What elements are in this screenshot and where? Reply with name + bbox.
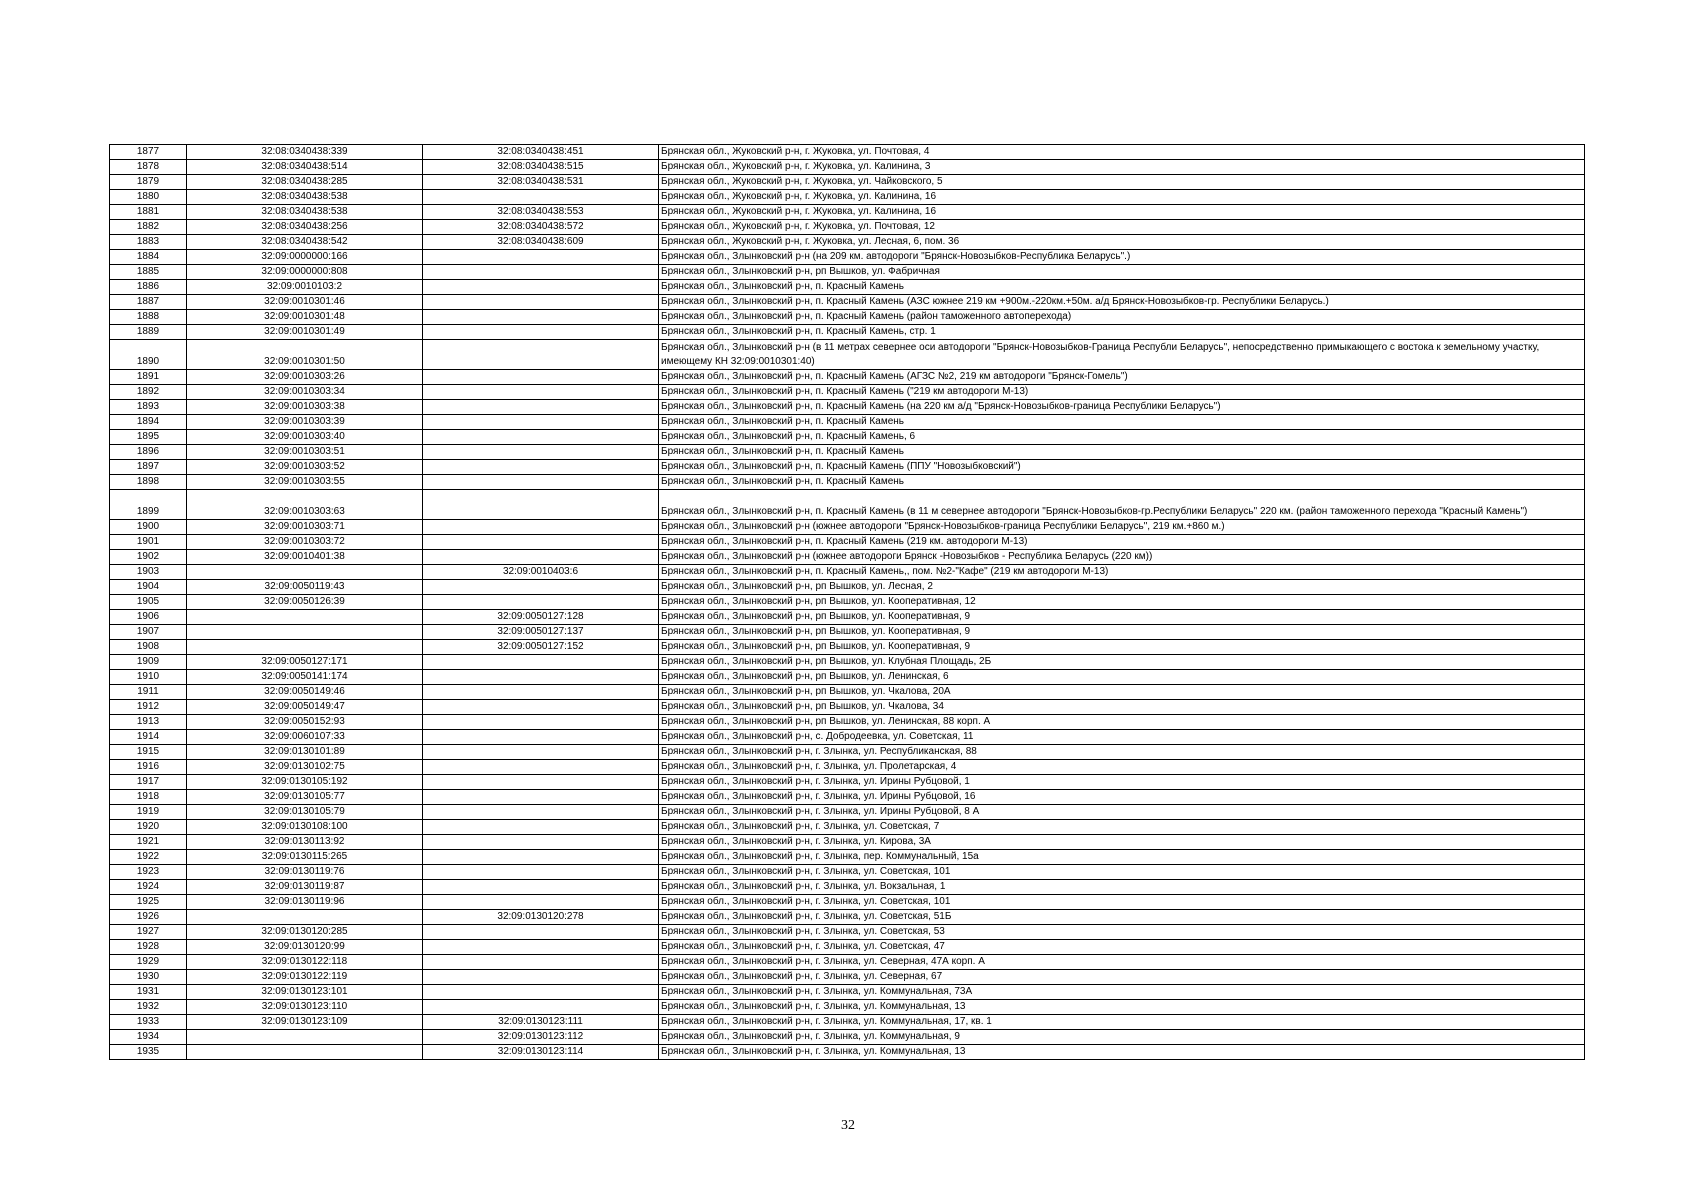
related-cadastral-number-cell: 32:09:0130123:112 [423,1030,659,1045]
table-row [110,685,1585,700]
table-row [110,520,1585,535]
table-row [110,205,1585,220]
row-number-cell: 1920 [110,820,187,835]
table-row [110,805,1585,820]
table-row [110,265,1585,280]
table-row [110,625,1585,640]
address-cell: Брянская обл., Злынковский р-н, г. Злынка, пер. Коммунальный, 15а [659,850,1585,865]
related-cadastral-number-cell [423,760,659,775]
cadastral-number-cell: 32:09:0050149:47 [187,700,423,715]
address-cell: Брянская обл., Злынковский р-н, г. Злынка, ул. Ирины Рубцовой, 8 А [659,805,1585,820]
table-row [110,745,1585,760]
cadastral-number-cell: 32:09:0010301:49 [187,325,423,340]
row-number-cell: 1912 [110,700,187,715]
cadastral-number-cell: 32:09:0050127:171 [187,655,423,670]
related-cadastral-number-cell [423,520,659,535]
cadastral-number-cell: 32:09:0010303:39 [187,415,423,430]
address-cell: Брянская обл., Злынковский р-н, п. Красный Камень, стр. 1 [659,325,1585,340]
address-cell: Брянская обл., Жуковский р-н, г. Жуковка, ул. Лесная, 6, пом. 36 [659,235,1585,250]
related-cadastral-number-cell: 32:09:0130123:114 [423,1045,659,1060]
address-cell: Брянская обл., Злынковский р-н, г. Злынка, ул. Ирины Рубцовой, 16 [659,790,1585,805]
address-cell: Брянская обл., Злынковский р-н, п. Красный Камень (219 км. автодороги М-13) [659,535,1585,550]
table-row [110,910,1585,925]
related-cadastral-number-cell [423,715,659,730]
table-row [110,820,1585,835]
row-number-cell: 1906 [110,610,187,625]
cadastral-number-cell: 32:09:0060107:33 [187,730,423,745]
address-cell: Брянская обл., Злынковский р-н, рп Вышков, ул. Ленинская, 88 корп. А [659,715,1585,730]
table-row [110,220,1585,235]
related-cadastral-number-cell: 32:09:0130120:278 [423,910,659,925]
row-number-cell: 1898 [110,475,187,490]
related-cadastral-number-cell [423,940,659,955]
row-number-cell: 1896 [110,445,187,460]
row-number-cell: 1883 [110,235,187,250]
related-cadastral-number-cell: 32:08:0340438:515 [423,160,659,175]
related-cadastral-number-cell [423,985,659,1000]
address-cell: Брянская обл., Злынковский р-н, г. Злынка, ул. Коммунальная, 17, кв. 1 [659,1015,1585,1030]
row-number-cell: 1922 [110,850,187,865]
row-number-cell: 1934 [110,1030,187,1045]
cadastral-number-cell: 32:09:0130115:265 [187,850,423,865]
address-cell: Брянская обл., Злынковский р-н, г. Злынка, ул. Республиканская, 88 [659,745,1585,760]
address-cell: Брянская обл., Злынковский р-н, рп Вышков, ул. Кооперативная, 9 [659,640,1585,655]
address-cell: Брянская обл., Злынковский р-н, п. Красный Камень [659,445,1585,460]
cadastral-number-cell: 32:09:0130123:110 [187,1000,423,1015]
row-number-cell: 1887 [110,295,187,310]
address-cell: Брянская обл., Злынковский р-н, п. Красный Камень (АЗС южнее 219 км +900м.-220км.+50м. а/д Брянск-Новозыбков-гр. Республики Беларусь.) [659,295,1585,310]
address-cell: Брянская обл., Злынковский р-н, г. Злынка, ул. Коммунальная, 73А [659,985,1585,1000]
table-row [110,1015,1585,1030]
address-cell: Брянская обл., Злынковский р-н, п. Красный Камень [659,415,1585,430]
cadastral-number-cell [187,1045,423,1060]
row-number-cell: 1917 [110,775,187,790]
related-cadastral-number-cell [423,730,659,745]
row-number-cell: 1911 [110,685,187,700]
related-cadastral-number-cell [423,970,659,985]
address-cell: Брянская обл., Злынковский р-н, г. Злынка, ул. Советская, 7 [659,820,1585,835]
related-cadastral-number-cell [423,190,659,205]
address-cell: Брянская обл., Злынковский р-н, рп Вышков, ул. Чкалова, 20А [659,685,1585,700]
table-row [110,370,1585,385]
table-row [110,1045,1585,1060]
related-cadastral-number-cell [423,280,659,295]
address-cell: Брянская обл., Жуковский р-н, г. Жуковка, ул. Почтовая, 12 [659,220,1585,235]
cadastral-number-cell: 32:09:0130105:77 [187,790,423,805]
address-cell: Брянская обл., Злынковский р-н, г. Злынка, ул. Коммунальная, 13 [659,1000,1585,1015]
row-number-cell: 1895 [110,430,187,445]
cadastral-number-cell: 32:08:0340438:285 [187,175,423,190]
table-row [110,580,1585,595]
address-cell: Брянская обл., Злынковский р-н, рп Вышков, ул. Ленинская, 6 [659,670,1585,685]
address-cell: Брянская обл., Злынковский р-н, п. Красный Камень (район таможенного автоперехода) [659,310,1585,325]
cadastral-number-cell: 32:09:0010301:50 [187,340,423,370]
related-cadastral-number-cell [423,295,659,310]
row-number-cell: 1930 [110,970,187,985]
row-number-cell: 1891 [110,370,187,385]
related-cadastral-number-cell: 32:08:0340438:609 [423,235,659,250]
table-row [110,280,1585,295]
cadastral-number-cell: 32:09:0010303:71 [187,520,423,535]
related-cadastral-number-cell: 32:08:0340438:553 [423,205,659,220]
address-cell: Брянская обл., Злынковский р-н, г. Злынка, ул. Коммунальная, 13 [659,1045,1585,1060]
table-row [110,775,1585,790]
related-cadastral-number-cell [423,265,659,280]
related-cadastral-number-cell [423,385,659,400]
address-cell: Брянская обл., Злынковский р-н, г. Злынка, ул. Кирова, 3А [659,835,1585,850]
related-cadastral-number-cell [423,325,659,340]
address-cell: Брянская обл., Злынковский р-н, с. Добродеевка, ул. Советская, 11 [659,730,1585,745]
cadastral-number-cell: 32:09:0010303:34 [187,385,423,400]
row-number-cell: 1878 [110,160,187,175]
related-cadastral-number-cell [423,925,659,940]
cadastral-number-cell: 32:09:0010303:72 [187,535,423,550]
related-cadastral-number-cell [423,835,659,850]
table-row [110,325,1585,340]
address-cell: Брянская обл., Злынковский р-н, рп Вышков, ул. Лесная, 2 [659,580,1585,595]
related-cadastral-number-cell [423,250,659,265]
cadastral-number-cell: 32:09:0010303:26 [187,370,423,385]
row-number-cell: 1907 [110,625,187,640]
table-row [110,850,1585,865]
table-row [110,175,1585,190]
related-cadastral-number-cell [423,820,659,835]
table-row [110,235,1585,250]
table-row [110,865,1585,880]
cadastral-number-cell: 32:09:0130101:89 [187,745,423,760]
cadastral-number-cell: 32:08:0340438:256 [187,220,423,235]
cadastral-number-cell: 32:08:0340438:339 [187,145,423,160]
table-row [110,895,1585,910]
related-cadastral-number-cell: 32:08:0340438:451 [423,145,659,160]
address-cell: Брянская обл., Злынковский р-н, г. Злынка, ул. Советская, 47 [659,940,1585,955]
row-number-cell: 1909 [110,655,187,670]
cadastral-number-cell: 32:09:0130123:109 [187,1015,423,1030]
address-cell: Брянская обл., Жуковский р-н, г. Жуковка, ул. Калинина, 3 [659,160,1585,175]
row-number-cell: 1894 [110,415,187,430]
cadastral-number-cell: 32:09:0010401:38 [187,550,423,565]
row-number-cell: 1879 [110,175,187,190]
address-cell: Брянская обл., Злынковский р-н, г. Злынка, ул. Северная, 47А корп. А [659,955,1585,970]
row-number-cell: 1914 [110,730,187,745]
table-row [110,595,1585,610]
row-number-cell: 1884 [110,250,187,265]
table-row [110,730,1585,745]
row-number-cell: 1913 [110,715,187,730]
address-cell: Брянская обл., Злынковский р-н, рп Вышков, ул. Кооперативная, 9 [659,625,1585,640]
cadastral-number-cell: 32:08:0340438:514 [187,160,423,175]
cadastral-number-cell [187,1030,423,1045]
related-cadastral-number-cell [423,490,659,520]
cadastral-number-cell: 32:09:0130123:101 [187,985,423,1000]
address-cell: Брянская обл., Злынковский р-н (южнее автодороги "Брянск-Новозыбков-граница Республики Беларусь", 219 км.+860 м.) [659,520,1585,535]
row-number-cell: 1919 [110,805,187,820]
cadastral-number-cell: 32:09:0130119:76 [187,865,423,880]
address-cell: Брянская обл., Злынковский р-н, п. Красный Камень ("219 км автодороги М-13) [659,385,1585,400]
table-row [110,310,1585,325]
cadastral-number-cell [187,640,423,655]
cadastral-number-cell: 32:09:0010103:2 [187,280,423,295]
cadastral-number-cell: 32:09:0130122:118 [187,955,423,970]
table-row [110,790,1585,805]
table-row [110,640,1585,655]
address-cell: Брянская обл., Злынковский р-н, п. Красный Камень, 6 [659,430,1585,445]
table-row [110,385,1585,400]
address-cell: Брянская обл., Злынковский р-н, г. Злынка, ул. Пролетарская, 4 [659,760,1585,775]
cadastral-number-cell: 32:09:0130119:96 [187,895,423,910]
row-number-cell: 1921 [110,835,187,850]
related-cadastral-number-cell [423,595,659,610]
related-cadastral-number-cell [423,535,659,550]
address-cell: Брянская обл., Жуковский р-н, г. Жуковка, ул. Калинина, 16 [659,190,1585,205]
related-cadastral-number-cell [423,745,659,760]
cadastral-number-cell: 32:09:0010301:46 [187,295,423,310]
row-number-cell: 1928 [110,940,187,955]
address-cell: Брянская обл., Злынковский р-н, п. Красный Камень [659,280,1585,295]
table-row [110,160,1585,175]
address-cell: Брянская обл., Злынковский р-н, г. Злынка, ул. Северная, 67 [659,970,1585,985]
row-number-cell: 1880 [110,190,187,205]
address-cell: Брянская обл., Злынковский р-н, рп Вышков, ул. Клубная Площадь, 2Б [659,655,1585,670]
related-cadastral-number-cell [423,460,659,475]
row-number-cell: 1926 [110,910,187,925]
table-row [110,715,1585,730]
row-number-cell: 1935 [110,1045,187,1060]
cadastral-number-cell [187,565,423,580]
table-row [110,460,1585,475]
table-row [110,250,1585,265]
address-cell: Брянская обл., Жуковский р-н, г. Жуковка, ул. Калинина, 16 [659,205,1585,220]
cadastral-number-cell [187,910,423,925]
table-row [110,550,1585,565]
cadastral-number-cell: 32:08:0340438:538 [187,190,423,205]
cadastral-number-cell: 32:09:0050152:93 [187,715,423,730]
table-row [110,415,1585,430]
row-number-cell: 1923 [110,865,187,880]
related-cadastral-number-cell [423,430,659,445]
cadastral-number-cell: 32:09:0010303:52 [187,460,423,475]
row-number-cell: 1889 [110,325,187,340]
cadastral-number-cell: 32:09:0130120:99 [187,940,423,955]
table-row [110,490,1585,520]
table-row [110,400,1585,415]
row-number-cell: 1910 [110,670,187,685]
related-cadastral-number-cell [423,895,659,910]
address-cell: Брянская обл., Злынковский р-н, г. Злынка, ул. Коммунальная, 9 [659,1030,1585,1045]
cadastral-number-cell: 32:09:0010303:63 [187,490,423,520]
row-number-cell: 1892 [110,385,187,400]
address-cell: Брянская обл., Злынковский р-н, п. Красный Камень,, пом. №2-"Кафе" (219 км автодороги М-13) [659,565,1585,580]
related-cadastral-number-cell [423,805,659,820]
cadastral-number-cell: 32:09:0000000:166 [187,250,423,265]
table-row [110,445,1585,460]
related-cadastral-number-cell [423,700,659,715]
cadastral-number-cell: 32:09:0000000:808 [187,265,423,280]
row-number-cell: 1925 [110,895,187,910]
row-number-cell: 1877 [110,145,187,160]
related-cadastral-number-cell [423,850,659,865]
property-table [109,144,1585,1060]
related-cadastral-number-cell [423,310,659,325]
address-cell: Брянская обл., Злынковский р-н, г. Злынка, ул. Советская, 53 [659,925,1585,940]
row-number-cell: 1893 [110,400,187,415]
cadastral-number-cell: 32:09:0050126:39 [187,595,423,610]
related-cadastral-number-cell: 32:09:0130123:111 [423,1015,659,1030]
row-number-cell: 1931 [110,985,187,1000]
address-cell: Брянская обл., Злынковский р-н, г. Злынка, ул. Советская, 101 [659,895,1585,910]
table-row [110,940,1585,955]
related-cadastral-number-cell [423,400,659,415]
cadastral-number-cell: 32:08:0340438:538 [187,205,423,220]
address-cell: Брянская обл., Злынковский р-н, рп Вышков, ул. Кооперативная, 12 [659,595,1585,610]
row-number-cell: 1882 [110,220,187,235]
related-cadastral-number-cell [423,475,659,490]
row-number-cell: 1916 [110,760,187,775]
row-number-cell: 1933 [110,1015,187,1030]
row-number-cell: 1901 [110,535,187,550]
related-cadastral-number-cell [423,340,659,370]
row-number-cell: 1929 [110,955,187,970]
related-cadastral-number-cell: 32:09:0050127:128 [423,610,659,625]
row-number-cell: 1932 [110,1000,187,1015]
related-cadastral-number-cell: 32:09:0050127:152 [423,640,659,655]
address-cell: Брянская обл., Жуковский р-н, г. Жуковка, ул. Почтовая, 4 [659,145,1585,160]
address-cell: Брянская обл., Злынковский р-н (южнее автодороги Брянск -Новозыбков - Республика Беларусь (220 км)) [659,550,1585,565]
address-cell: Брянская обл., Злынковский р-н, г. Злынка, ул. Ирины Рубцовой, 1 [659,775,1585,790]
related-cadastral-number-cell [423,655,659,670]
cadastral-number-cell: 32:08:0340438:542 [187,235,423,250]
row-number-cell: 1905 [110,595,187,610]
row-number-cell: 1897 [110,460,187,475]
table-row [110,475,1585,490]
address-cell: Брянская обл., Злынковский р-н, г. Злынка, ул. Вокзальная, 1 [659,880,1585,895]
cadastral-number-cell: 32:09:0010303:55 [187,475,423,490]
address-cell: Брянская обл., Злынковский р-н, рп Вышков, ул. Кооперативная, 9 [659,610,1585,625]
address-cell: Брянская обл., Злынковский р-н, п. Красный Камень (АГЗС №2, 219 км автодороги "Брянск-Гомель") [659,370,1585,385]
table-row [110,610,1585,625]
table-row [110,565,1585,580]
row-number-cell: 1900 [110,520,187,535]
row-number-cell: 1904 [110,580,187,595]
row-number-cell: 1903 [110,565,187,580]
cadastral-number-cell: 32:09:0130119:87 [187,880,423,895]
cadastral-number-cell: 32:09:0010303:40 [187,430,423,445]
row-number-cell: 1902 [110,550,187,565]
table-row [110,190,1585,205]
cadastral-number-cell: 32:09:0130120:285 [187,925,423,940]
table-row [110,670,1585,685]
table-row [110,985,1585,1000]
page-number: 32 [841,1118,855,1133]
address-cell: Брянская обл., Жуковский р-н, г. Жуковка, ул. Чайковского, 5 [659,175,1585,190]
cadastral-number-cell: 32:09:0010303:38 [187,400,423,415]
row-number-cell: 1885 [110,265,187,280]
related-cadastral-number-cell [423,685,659,700]
cadastral-number-cell: 32:09:0130105:192 [187,775,423,790]
table-row [110,535,1585,550]
row-number-cell: 1924 [110,880,187,895]
table-row [110,340,1585,370]
address-cell: Брянская обл., Злынковский р-н, п. Красный Камень [659,475,1585,490]
related-cadastral-number-cell [423,865,659,880]
address-cell: Брянская обл., Злынковский р-н, п. Красный Камень (в 11 м севернее автодороги "Брянск-Новозыбков-гр.Республики Беларусь" 220 км. (район таможенного перехода "Красный Камень") [659,490,1585,520]
row-number-cell: 1899 [110,490,187,520]
address-cell: Брянская обл., Злынковский р-н (на 209 км. автодороги "Брянск-Новозыбков-Республика Беларусь".) [659,250,1585,265]
cadastral-number-cell: 32:09:0010303:51 [187,445,423,460]
address-cell: Брянская обл., Злынковский р-н (в 11 метрах севернее оси автодороги "Брянск-Новозыбков-Граница Республи Беларусь", непосредственно примыкающего с востока к земельному участку, имеющему КН 32:09:0010301:40) [659,340,1585,370]
address-cell: Брянская обл., Злынковский р-н, г. Злынка, ул. Советская, 51Б [659,910,1585,925]
table-row [110,295,1585,310]
row-number-cell: 1890 [110,340,187,370]
row-number-cell: 1927 [110,925,187,940]
address-cell: Брянская обл., Злынковский р-н, п. Красный Камень (на 220 км а/д "Брянск-Новозыбков-граница Республики Беларусь") [659,400,1585,415]
related-cadastral-number-cell: 32:09:0050127:137 [423,625,659,640]
table-row [110,955,1585,970]
related-cadastral-number-cell [423,775,659,790]
table-row [110,925,1585,940]
table-row [110,655,1585,670]
related-cadastral-number-cell [423,370,659,385]
cadastral-number-cell: 32:09:0130113:92 [187,835,423,850]
address-cell: Брянская обл., Злынковский р-н, г. Злынка, ул. Советская, 101 [659,865,1585,880]
related-cadastral-number-cell [423,445,659,460]
cadastral-number-cell: 32:09:0050141:174 [187,670,423,685]
cadastral-number-cell: 32:09:0050119:43 [187,580,423,595]
cadastral-number-cell: 32:09:0130122:119 [187,970,423,985]
related-cadastral-number-cell [423,790,659,805]
address-cell: Брянская обл., Злынковский р-н, рп Вышков, ул. Фабричная [659,265,1585,280]
address-cell: Брянская обл., Злынковский р-н, рп Вышков, ул. Чкалова, 34 [659,700,1585,715]
row-number-cell: 1915 [110,745,187,760]
related-cadastral-number-cell [423,1000,659,1015]
table-row [110,1030,1585,1045]
row-number-cell: 1886 [110,280,187,295]
address-cell: Брянская обл., Злынковский р-н, п. Красный Камень (ППУ "Новозыбковский") [659,460,1585,475]
row-number-cell: 1881 [110,205,187,220]
related-cadastral-number-cell [423,880,659,895]
related-cadastral-number-cell [423,415,659,430]
related-cadastral-number-cell: 32:09:0010403:6 [423,565,659,580]
table-row [110,835,1585,850]
row-number-cell: 1908 [110,640,187,655]
cadastral-number-cell: 32:09:0010301:48 [187,310,423,325]
related-cadastral-number-cell: 32:08:0340438:531 [423,175,659,190]
row-number-cell: 1888 [110,310,187,325]
related-cadastral-number-cell [423,580,659,595]
cadastral-number-cell: 32:09:0050149:46 [187,685,423,700]
table-row [110,1000,1585,1015]
table-row [110,970,1585,985]
related-cadastral-number-cell: 32:08:0340438:572 [423,220,659,235]
table-row [110,700,1585,715]
table-row [110,880,1585,895]
table-row [110,145,1585,160]
table-row [110,430,1585,445]
related-cadastral-number-cell [423,550,659,565]
cadastral-number-cell [187,625,423,640]
row-number-cell: 1918 [110,790,187,805]
related-cadastral-number-cell [423,670,659,685]
related-cadastral-number-cell [423,955,659,970]
cadastral-number-cell: 32:09:0130105:79 [187,805,423,820]
table-body [110,145,1585,1060]
table-row [110,760,1585,775]
cadastral-number-cell: 32:09:0130108:100 [187,820,423,835]
cadastral-number-cell [187,610,423,625]
cadastral-number-cell: 32:09:0130102:75 [187,760,423,775]
